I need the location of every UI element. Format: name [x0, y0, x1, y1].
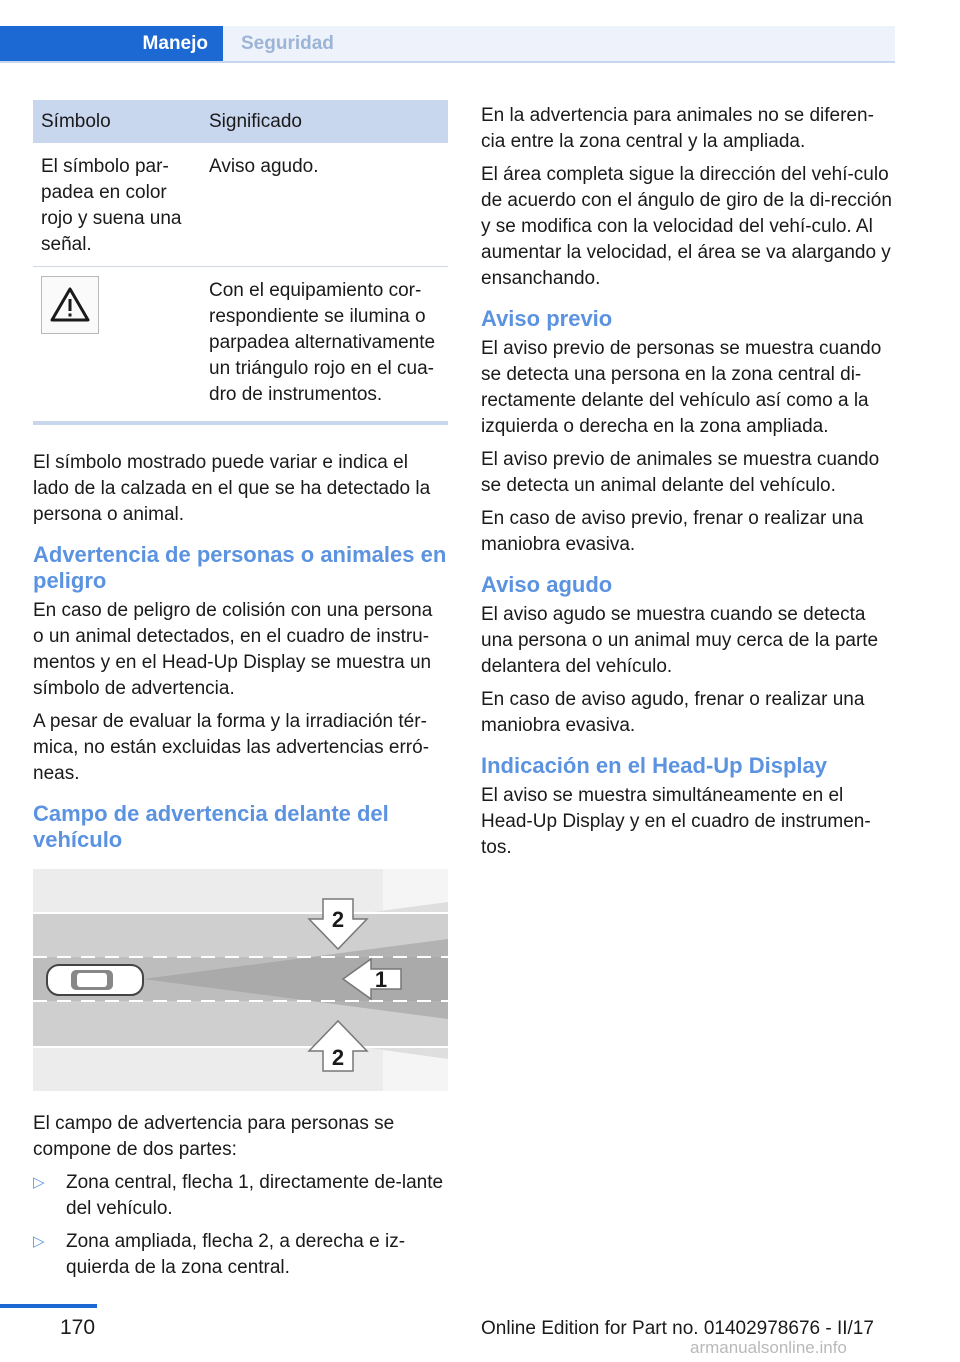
- paragraph: El área completa sigue la dirección del vehí‐culo de acuerdo con el ángulo de giro de la di‐rección y se modifica con la velocidad del vehí‐culo. Al aumentar la velocidad, el área se va alargando y ensanchando.: [481, 164, 892, 289]
- paragraph: El aviso previo de personas se muestra cuando se detecta una persona en la zona central di‐rectamente delante del vehículo así como a la izquierda o derecha en la zona ampliada.: [481, 338, 882, 437]
- left-column: [33, 100, 448, 1288]
- warning-triangle-icon: [41, 276, 99, 334]
- header-tabs: [0, 0, 960, 62]
- list-item-text: Zona central, flecha 1, directamente de‐lante del vehículo.: [66, 1172, 444, 1219]
- watermark: armanualsonline.info: [690, 1338, 847, 1357]
- heading-aviso-agudo: Aviso agudo: [481, 572, 613, 597]
- figure-label-1: 1: [374, 967, 388, 992]
- tab-manejo[interactable]: Manejo: [0, 26, 223, 61]
- paragraph: En caso de peligro de colisión con una persona o un animal detectados, en el cuadro de instru‐mentos y en el Head-Up Display se muestra un símbolo de advertencia.: [33, 600, 433, 699]
- table-cell-meaning: Con el equipamiento cor‐respondiente se ilumina o parpadea alternativamente un triángulo rojo en el cua‐dro de instrumentos.: [209, 280, 436, 405]
- list-item-text: Zona ampliada, flecha 2, a derecha e iz‐quierda de la zona central.: [66, 1231, 406, 1278]
- table-cell-symbol: El símbolo par‐padea en color rojo y suena una señal.: [33, 143, 201, 267]
- paragraph: El aviso previo de animales se muestra cuando se detecta un animal delante del vehículo.: [481, 449, 880, 496]
- figure-label-2-bottom: 2: [331, 1045, 345, 1070]
- footer-rule: [0, 1304, 97, 1308]
- paragraph: El aviso se muestra simultáneamente en el Head-Up Display y en el cuadro de instrumen‐tos.: [481, 785, 871, 858]
- paragraph: El símbolo mostrado puede variar e indica el lado de la calzada en el que se ha detectado la persona o animal.: [33, 452, 431, 525]
- table-header-symbol: Símbolo: [33, 100, 201, 143]
- edition-text: Online Edition for Part no. 01402978676 - II/17: [481, 1318, 874, 1339]
- bullet-arrow-icon: ▷: [33, 1174, 45, 1191]
- paragraph: A pesar de evaluar la forma y la irradiación tér‐mica, no están excluidas las advertencias erró‐neas.: [33, 711, 430, 784]
- header-divider: [0, 61, 895, 63]
- list-item: [33, 1170, 448, 1222]
- page-number: 170: [60, 1316, 96, 1339]
- warning-field-figure: [33, 869, 448, 1091]
- paragraph: En caso de aviso previo, frenar o realizar una maniobra evasiva.: [481, 508, 864, 555]
- table-cell-symbol: [33, 267, 201, 420]
- table-header-meaning: Significado: [201, 100, 448, 143]
- paragraph: El campo de advertencia para personas se compone de dos partes:: [33, 1113, 395, 1160]
- heading-aviso-previo: Aviso previo: [481, 306, 613, 331]
- paragraph: En caso de aviso agudo, frenar o realizar una maniobra evasiva.: [481, 689, 865, 736]
- car-icon: [47, 965, 143, 995]
- table-bottom-rule: [33, 421, 448, 425]
- paragraph: En la advertencia para animales no se diferen‐cia entre la zona central y la ampliada.: [481, 105, 874, 152]
- table-cell-meaning: Aviso agudo.: [201, 143, 448, 267]
- heading-advertencia: Advertencia de personas o animales en peligro: [33, 542, 447, 593]
- zone-list: [33, 1170, 448, 1281]
- list-item: [33, 1229, 448, 1281]
- heading-campo: Campo de advertencia delante del vehículo: [33, 801, 389, 852]
- table-row: [33, 143, 448, 267]
- heading-head-up-display: Indicación en el Head-Up Display: [481, 753, 827, 778]
- right-column: [481, 103, 896, 868]
- table-row: [33, 267, 448, 420]
- paragraph: El aviso agudo se muestra cuando se detecta una persona o un animal muy cerca de la parte delantera del vehículo.: [481, 604, 879, 677]
- bullet-arrow-icon: ▷: [33, 1233, 45, 1250]
- tab-seguridad[interactable]: Seguridad: [223, 26, 895, 61]
- symbol-table: [33, 100, 448, 419]
- figure-label-2-top: 2: [331, 907, 345, 932]
